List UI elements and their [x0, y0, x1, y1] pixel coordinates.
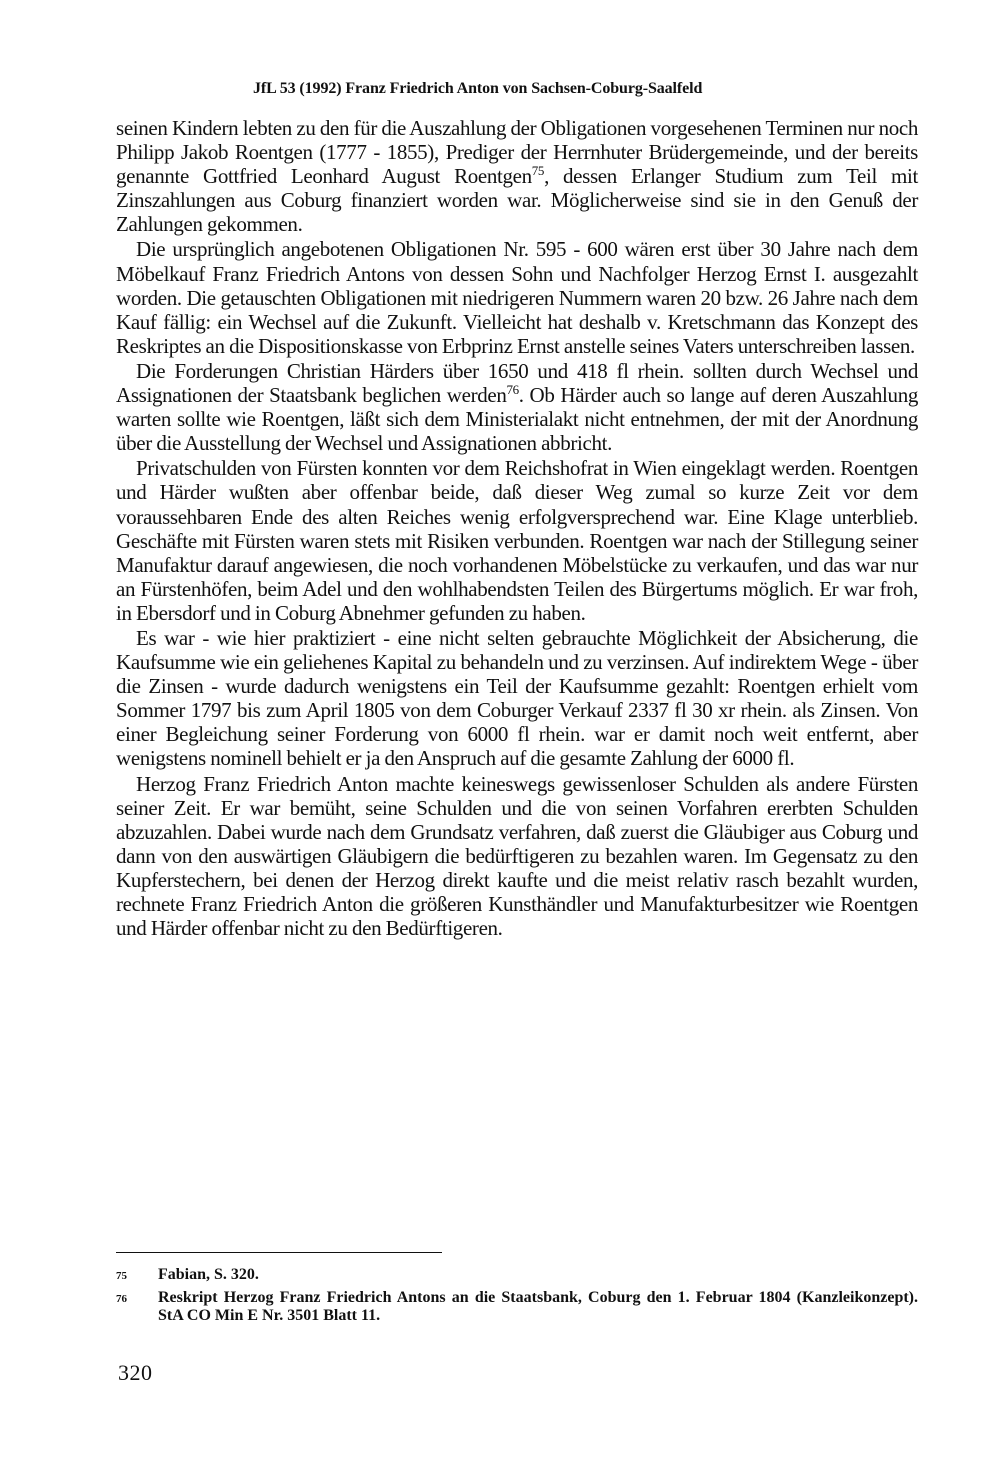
paragraph-1-text-a: seinen Kindern lebten zu den für die Auszahlung der Obligationen vorgesehenen Terminen nur noch Philipp Jakob Roentgen (1777 - 1855), Prediger der Herrnhuter Brüdergemeinde, und der bereits genannte Gottfried Leonhard August Roentgen	[116, 116, 918, 189]
body-text	[116, 116, 918, 940]
paragraph-3-text-b: . Ob Härder auch so lange auf deren Auszahlung warten sollte wie Roentgen, läßt sich dem Ministerialakt nicht entnehmen, der mit der Anordnung über die Ausstellung der Wechsel und Assignationen abbricht.	[116, 383, 918, 456]
paragraph-1	[116, 116, 918, 236]
paragraph-1-text-b: , dessen Erlanger Studium zum Teil mit Zinszahlungen aus Coburg finanziert worden war. Möglicherweise sind sie in den Genuß der Zahlungen gekommen.	[116, 164, 918, 237]
footnote-number: 75	[116, 1270, 127, 1282]
footnote-ref-75[interactable]: 75	[531, 163, 545, 179]
footnote-number: 76	[116, 1293, 127, 1305]
footnotes	[116, 1266, 918, 1329]
footnote-75	[116, 1266, 918, 1285]
paragraph-3	[116, 359, 918, 455]
footnote-divider	[116, 1252, 442, 1253]
footnote-ref-76[interactable]: 76	[506, 382, 519, 398]
paragraph-2: Die ursprünglich angebotenen Obligationen Nr. 595 - 600 wären erst über 30 Jahre nach dem Möbelkauf Franz Friedrich Antons von dessen Sohn und Nachfolger Herzog Ernst I. ausgezahlt worden. Die getauschten Obligationen mit niedrigeren Nummern waren 20 bzw. 26 Jahre nach dem Kauf fällig: ein Wechsel auf die Zukunft. Vielleicht hat deshalb v. Kretschmann das Konzept des Reskriptes an die Dispositionskasse von Erbprinz Ernst anstelle seines Vaters unterschreiben lassen.	[116, 237, 918, 358]
footnote-76	[116, 1289, 918, 1325]
paragraph-6: Herzog Franz Friedrich Anton machte keineswegs gewissenloser Schulden als andere Fürsten seiner Zeit. Er war bemüht, seine Schulden und die von seinen Vorfahren ererbten Schulden abzuzahlen. Dabei wurde nach dem Grundsatz verfahren, daß zuerst die Gläubiger aus Coburg und dann von den auswärtigen Gläubigern die bedürftigeren zu bezahlen waren. Im Gegensatz zu den Kupferstechern, bei denen der Herzog direkt kaufte und die meist relativ rasch bezahlt wurden, rechnete Franz Friedrich Anton die größeren Kunsthändler und Manufakturbesitzer wie Roentgen und Härder offenbar nicht zu den Bedürftigeren.	[116, 771, 918, 941]
footnote-text: Fabian, S. 320.	[158, 1266, 259, 1283]
paragraph-5: Es war - wie hier praktiziert - eine nicht selten gebrauchte Möglichkeit der Absicherung, die Kaufsumme wie ein geliehenes Kapital zu behandeln und zu verzinsen. Auf indirektem Wege - über die Zinsen - wurde dadurch wenigstens ein Teil der Kaufsumme gezahlt: Roentgen erhielt vom Sommer 1797 bis zum April 1805 von dem Coburger Verkauf 2337 fl 30 xr rhein. als Zinsen. Von einer Begleichung seiner Forderung von 6000 fl rhein. war er damit noch weit entfernt, aber wenigstens nominell behielt er ja den Anspruch auf die gesamte Zahlung der 6000 fl.	[116, 625, 918, 771]
footnote-text: Reskript Herzog Franz Friedrich Antons an die Staatsbank, Coburg den 1. Februar 1804 (Kanzleikonzept). StA CO Min E Nr. 3501 Blatt 11.	[158, 1289, 918, 1324]
running-head: JfL 53 (1992) Franz Friedrich Anton von Sachsen-Coburg-Saalfeld	[253, 80, 703, 97]
paragraph-3-text-a: Die Forderungen Christian Härders über 1650 und 418 fl rhein. sollten durch Wechsel und Assignationen der Staatsbank beglichen werden	[116, 358, 918, 408]
paragraph-4: Privatschulden von Fürsten konnten vor dem Reichshofrat in Wien eingeklagt werden. Roentgen und Härder wußten aber offenbar beide, daß dieser Weg zumal so kurze Zeit vor dem voraussehbaren Ende des alten Reiches wenig erfolgversprechend war. Eine Klage unterblieb. Geschäfte mit Fürsten waren stets mit Risiken verbunden. Roentgen war nach der Stillegung seiner Manufaktur darauf angewiesen, die noch vorhandenen Möbelstücke zu verkaufen, und das war nur an Fürstenhöfen, beim Adel und den wohlhabendsten Teilen des Bürgertums möglich. Er war froh, in Ebersdorf und in Coburg Abnehmer gefunden zu haben.	[116, 456, 918, 625]
page-number: 320	[118, 1360, 153, 1385]
